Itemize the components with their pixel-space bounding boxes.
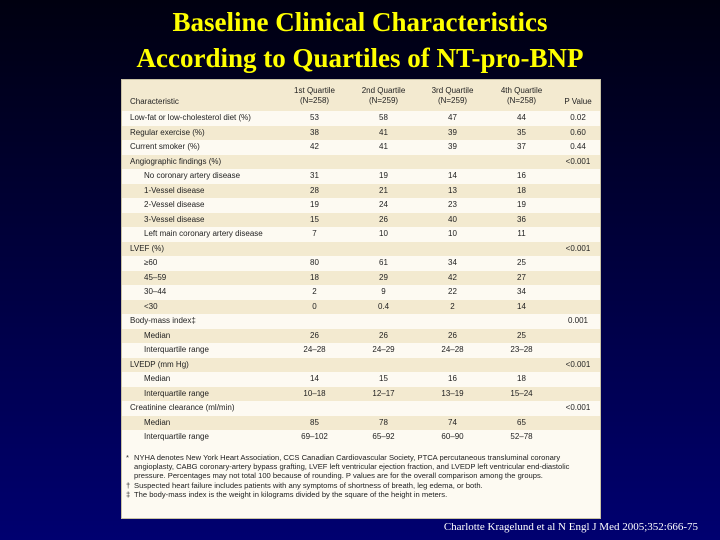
cell-p-value — [556, 430, 600, 445]
cell-quartile-4: 15–24 — [510, 388, 533, 398]
cell-quartile-2 — [349, 155, 418, 170]
cell-p-value: <0.001 — [565, 359, 591, 369]
cell-p-value — [556, 227, 600, 242]
cell-quartile-3: 2 — [450, 301, 455, 311]
header-quartile-4: 4th Quartile (N=258) — [500, 85, 543, 105]
cell-quartile-1: 53 — [310, 113, 319, 123]
row-label: 30–44 — [144, 287, 167, 297]
cell-quartile-4: 34 — [517, 287, 526, 297]
cell-quartile-1: 24–28 — [303, 345, 326, 355]
table-panel — [121, 79, 601, 519]
cell-p-value — [556, 169, 600, 184]
cell-quartile-4 — [487, 358, 556, 373]
cell-quartile-3: 34 — [448, 258, 457, 268]
footnote-text: The body-mass index is the weight in kilograms divided by the square of the height in meters. — [134, 489, 448, 499]
row-label: Left main coronary artery disease — [144, 229, 263, 239]
cell-p-value — [556, 300, 600, 315]
table-row — [122, 213, 600, 228]
table-row — [122, 111, 600, 126]
footnote-text: Suspected heart failure includes patients with any symptoms of shortness of breath, leg edema, or both. — [134, 480, 483, 490]
cell-quartile-3: 23 — [448, 200, 457, 210]
citation: Charlotte Kragelund et al N Engl J Med 2005;352:666-75 — [443, 521, 698, 533]
cell-quartile-3: 13–19 — [441, 388, 464, 398]
table-row — [122, 401, 600, 416]
cell-quartile-4: 18 — [517, 374, 526, 384]
header-p-value: P Value — [564, 97, 592, 106]
row-label: Median — [144, 330, 171, 340]
cell-quartile-2: 65–92 — [372, 432, 395, 442]
row-label: No coronary artery disease — [144, 171, 241, 181]
cell-quartile-4: 44 — [517, 113, 526, 123]
cell-quartile-1: 7 — [312, 229, 317, 239]
cell-quartile-1: 69–102 — [301, 432, 328, 442]
cell-quartile-2: 26 — [379, 330, 388, 340]
row-label: <30 — [144, 301, 158, 311]
cell-quartile-4: 52–78 — [510, 432, 533, 442]
cell-quartile-4: 25 — [517, 330, 526, 340]
cell-p-value — [556, 343, 600, 358]
cell-quartile-1 — [280, 155, 349, 170]
cell-quartile-4 — [487, 155, 556, 170]
cell-quartile-4: 11 — [517, 229, 526, 239]
cell-p-value — [556, 387, 600, 402]
row-label: 2-Vessel disease — [144, 200, 205, 210]
cell-quartile-2: 58 — [379, 113, 388, 123]
cell-quartile-3 — [418, 242, 487, 257]
row-label: ≥60 — [144, 258, 158, 268]
table-row — [122, 271, 600, 286]
cell-quartile-2: 10 — [379, 229, 388, 239]
table-row — [122, 140, 600, 155]
row-label: LVEF (%) — [130, 243, 165, 253]
table-row — [122, 430, 600, 445]
slide-title-line-2: According to Quartiles of NT-pro-BNP — [136, 43, 584, 73]
row-label: Interquartile range — [144, 345, 209, 355]
cell-quartile-4 — [487, 401, 556, 416]
cell-quartile-2 — [349, 242, 418, 257]
footnotes — [122, 453, 600, 499]
row-label: Angiographic findings (%) — [130, 156, 222, 166]
table-body — [122, 111, 600, 445]
row-label: 3-Vessel disease — [144, 214, 205, 224]
cell-p-value — [556, 256, 600, 271]
cell-quartile-3: 14 — [448, 171, 457, 181]
cell-quartile-3: 26 — [448, 330, 457, 340]
row-label: Interquartile range — [144, 388, 209, 398]
cell-quartile-1: 26 — [310, 330, 319, 340]
cell-quartile-4: 14 — [517, 301, 526, 311]
footnote-bmi — [126, 490, 594, 499]
header-quartile-1: 1st Quartile (N=258) — [294, 85, 335, 105]
cell-p-value: 0.02 — [570, 113, 586, 123]
footnote-text: NYHA denotes New York Heart Association, CCS Canadian Cardiovascular Society, PTCA percutaneous transluminal coronary angioplasty, CABG coronary-artery bypass grafting, LVEF left ventricular ejection fraction, and LVEDP left ventricular end-diastolic pressure. Percentages may not total 100 because of rounding. P values are for the overall comparison among the groups. — [134, 453, 570, 481]
cell-quartile-3: 74 — [448, 417, 457, 427]
cell-quartile-2: 21 — [379, 185, 388, 195]
table-row — [122, 343, 600, 358]
cell-p-value: <0.001 — [565, 156, 591, 166]
cell-p-value: 0.001 — [567, 316, 589, 326]
cell-quartile-3: 39 — [448, 127, 457, 137]
footnote-mark: * — [126, 453, 129, 462]
header-quartile-2: 2nd Quartile (N=259) — [361, 85, 406, 105]
cell-quartile-4: 27 — [517, 272, 526, 282]
characteristics-table — [122, 80, 600, 445]
cell-quartile-4: 23–28 — [510, 345, 533, 355]
cell-p-value: 0.44 — [570, 142, 586, 152]
table-row — [122, 387, 600, 402]
cell-quartile-2: 61 — [379, 258, 388, 268]
row-label: Regular exercise (%) — [130, 127, 205, 137]
table-row — [122, 358, 600, 373]
cell-quartile-4 — [487, 242, 556, 257]
cell-quartile-2: 24–29 — [372, 345, 395, 355]
cell-quartile-1: 10–18 — [303, 388, 326, 398]
cell-quartile-1: 42 — [310, 142, 319, 152]
cell-quartile-3 — [418, 358, 487, 373]
cell-p-value: <0.001 — [565, 243, 591, 253]
cell-quartile-1: 0 — [312, 301, 317, 311]
cell-quartile-2: 15 — [379, 374, 388, 384]
cell-quartile-1: 85 — [310, 417, 319, 427]
table-row — [122, 372, 600, 387]
table-row — [122, 198, 600, 213]
table-row — [122, 416, 600, 431]
cell-quartile-4: 16 — [517, 171, 526, 181]
cell-quartile-2: 41 — [379, 127, 388, 137]
slide-title — [0, 4, 720, 76]
table-header-row — [122, 80, 600, 111]
cell-quartile-4: 18 — [517, 185, 526, 195]
cell-quartile-2: 9 — [381, 287, 386, 297]
cell-p-value — [556, 372, 600, 387]
row-label: Median — [144, 374, 171, 384]
cell-quartile-2: 19 — [379, 171, 388, 181]
table-row — [122, 256, 600, 271]
table-row — [122, 184, 600, 199]
row-label: Low-fat or low-cholesterol diet (%) — [130, 113, 251, 123]
row-label: Body-mass index‡ — [130, 316, 196, 326]
cell-quartile-1: 18 — [310, 272, 319, 282]
footnote-heart-failure — [126, 481, 594, 490]
table-row — [122, 242, 600, 257]
cell-quartile-3: 13 — [448, 185, 457, 195]
footnote-mark: ‡ — [126, 489, 131, 499]
cell-quartile-2: 26 — [379, 214, 388, 224]
cell-quartile-2 — [349, 358, 418, 373]
cell-p-value — [556, 285, 600, 300]
cell-p-value — [556, 184, 600, 199]
row-label: Interquartile range — [144, 432, 209, 442]
table-row — [122, 155, 600, 170]
cell-quartile-4 — [487, 314, 556, 329]
cell-p-value — [556, 198, 600, 213]
table-row — [122, 314, 600, 329]
table-row — [122, 169, 600, 184]
cell-quartile-2 — [349, 314, 418, 329]
cell-p-value — [556, 416, 600, 431]
cell-quartile-3: 22 — [448, 287, 457, 297]
cell-p-value — [556, 271, 600, 286]
cell-quartile-1: 19 — [310, 200, 319, 210]
cell-quartile-1: 2 — [312, 287, 317, 297]
cell-quartile-3: 39 — [448, 142, 457, 152]
cell-quartile-3: 60–90 — [441, 432, 464, 442]
header-characteristic: Characteristic — [130, 97, 179, 106]
cell-quartile-4: 19 — [517, 200, 526, 210]
cell-quartile-4: 65 — [517, 417, 526, 427]
slide-title-line-1: Baseline Clinical Characteristics — [172, 7, 548, 37]
table-row — [122, 227, 600, 242]
cell-quartile-2: 0.4 — [377, 301, 390, 311]
cell-quartile-3: 42 — [448, 272, 457, 282]
table-row — [122, 300, 600, 315]
cell-quartile-2: 41 — [379, 142, 388, 152]
cell-quartile-3 — [418, 155, 487, 170]
cell-quartile-4: 25 — [517, 258, 526, 268]
cell-quartile-3: 10 — [448, 229, 457, 239]
cell-quartile-4: 36 — [517, 214, 526, 224]
cell-quartile-1 — [280, 358, 349, 373]
cell-quartile-3 — [418, 314, 487, 329]
row-label: 45–59 — [144, 272, 167, 282]
cell-p-value: 0.60 — [570, 127, 586, 137]
cell-quartile-1: 31 — [310, 171, 319, 181]
table-row — [122, 126, 600, 141]
cell-p-value — [556, 329, 600, 344]
cell-quartile-2: 78 — [379, 417, 388, 427]
cell-quartile-2: 29 — [379, 272, 388, 282]
cell-quartile-4: 37 — [517, 142, 526, 152]
cell-quartile-3 — [418, 401, 487, 416]
cell-quartile-1 — [280, 314, 349, 329]
cell-quartile-1: 38 — [310, 127, 319, 137]
cell-p-value — [556, 213, 600, 228]
row-label: Median — [144, 417, 171, 427]
cell-quartile-1: 28 — [310, 185, 319, 195]
cell-quartile-1: 80 — [310, 258, 319, 268]
cell-quartile-3: 47 — [448, 113, 457, 123]
table-row — [122, 285, 600, 300]
footnote-mark: † — [126, 480, 131, 490]
row-label: 1-Vessel disease — [144, 185, 205, 195]
row-label: Current smoker (%) — [130, 142, 200, 152]
cell-p-value: <0.001 — [565, 403, 591, 413]
cell-quartile-1: 15 — [310, 214, 319, 224]
header-quartile-3: 3rd Quartile (N=259) — [431, 85, 474, 105]
cell-quartile-3: 16 — [448, 374, 457, 384]
row-label: LVEDP (mm Hg) — [130, 359, 189, 369]
cell-quartile-2: 24 — [379, 200, 388, 210]
cell-quartile-2 — [349, 401, 418, 416]
footnote-abbreviations — [126, 453, 594, 481]
row-label: Creatinine clearance (ml/min) — [130, 403, 235, 413]
cell-quartile-1: 14 — [310, 374, 319, 384]
cell-quartile-4: 35 — [517, 127, 526, 137]
cell-quartile-2: 12–17 — [372, 388, 395, 398]
cell-quartile-1 — [280, 242, 349, 257]
table-row — [122, 329, 600, 344]
cell-quartile-3: 40 — [448, 214, 457, 224]
cell-quartile-3: 24–28 — [441, 345, 464, 355]
cell-quartile-1 — [280, 401, 349, 416]
